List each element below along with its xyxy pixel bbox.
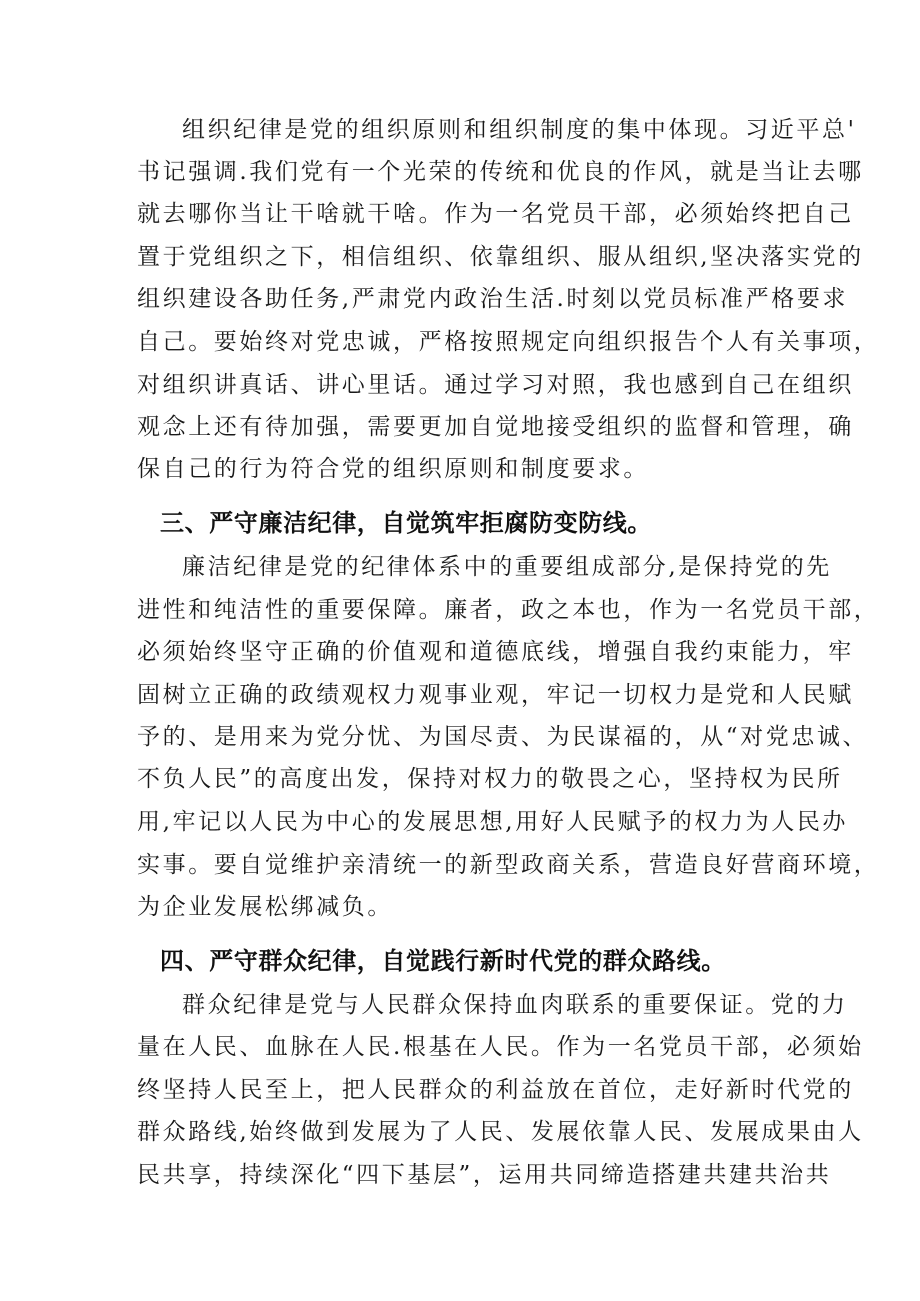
paragraph-line: 量在人民、血脉在人民.根基在人民。作为一名党员干部，必须始	[137, 1034, 864, 1060]
paragraph-line: 予的、是用来为党分忧、为国尽责、为民谋福的，从“对党忠诚、	[137, 724, 869, 750]
paragraph-line: 观念上还有待加强，需要更加自觉地接受组织的监督和管理，确	[137, 414, 854, 440]
paragraph-line: 自己。要始终对党忠诚，严格按照规定向组织报告个人有关事项，	[137, 329, 880, 355]
paragraph-line: 群众纪律是党与人民群众保持血肉联系的重要保证。党的力	[182, 992, 848, 1018]
paragraph-line: 不负人民”的高度出发，保持对权力的敬畏之心，坚持权为民所	[137, 766, 843, 792]
paragraph-line: 组织建设各助任务,严肃党内政治生活.时刻以党员标准严格要求	[137, 286, 849, 312]
paragraph-line: 对组织讲真话、讲心里话。通过学习对照，我也感到自己在组织	[137, 372, 854, 398]
paragraph-line: 必须始终坚守正确的价值观和道德底线，增强自我约束能力，牢	[137, 639, 854, 665]
paragraph-line: 群众路线,始终做到发展为了人民、发展依靠人民、发展成果由人	[137, 1119, 864, 1145]
paragraph-line: 保自己的行为符合党的组织原则和制度要求。	[137, 456, 649, 482]
paragraph-line: 民共享，持续深化“四下基层”，运用共同缔造搭建共建共治共	[137, 1162, 832, 1188]
paragraph-line: 用,牢记以人民为中心的发展思想,用好人民赋予的权力为人民办	[137, 809, 849, 835]
paragraph-line: 就去哪你当让干啥就干啥。作为一名党员干部，必须始终把自己	[137, 201, 854, 227]
paragraph-line: 为企业发展松绑减负。	[137, 894, 393, 920]
paragraph-line: 置于党组织之下，相信组织、依靠组织、服从组织,坚决落实党的	[137, 244, 864, 270]
paragraph-line: 进性和纯洁性的重要保障。廉者，政之本也，作为一名党员干部，	[137, 597, 880, 623]
paragraph-line: 廉洁纪律是党的纪律体系中的重要组成部分,是保持党的先	[182, 554, 832, 580]
paragraph-line: 固树立正确的政绩观权力观事业观，牢记一切权力是党和人民赋	[137, 682, 854, 708]
section-heading: 四、严守群众纪律，自觉践行新时代党的群众路线。	[160, 947, 726, 975]
paragraph-line: 组织纪律是党的组织原则和组织制度的集中体现。习近平总'	[182, 117, 857, 143]
paragraph-line: 书记强调.我们党有一个光荣的传统和优良的作风，就是当让去哪	[137, 159, 864, 185]
paragraph-line: 终坚持人民至上，把人民群众的利益放在首位，走好新时代党的	[137, 1077, 854, 1103]
paragraph-line: 实事。要自觉维护亲清统一的新型政商关系，营造良好营商环境，	[137, 852, 880, 878]
section-heading: 三、严守廉洁纪律，自觉筑牢拒腐防变防线。	[160, 509, 652, 537]
